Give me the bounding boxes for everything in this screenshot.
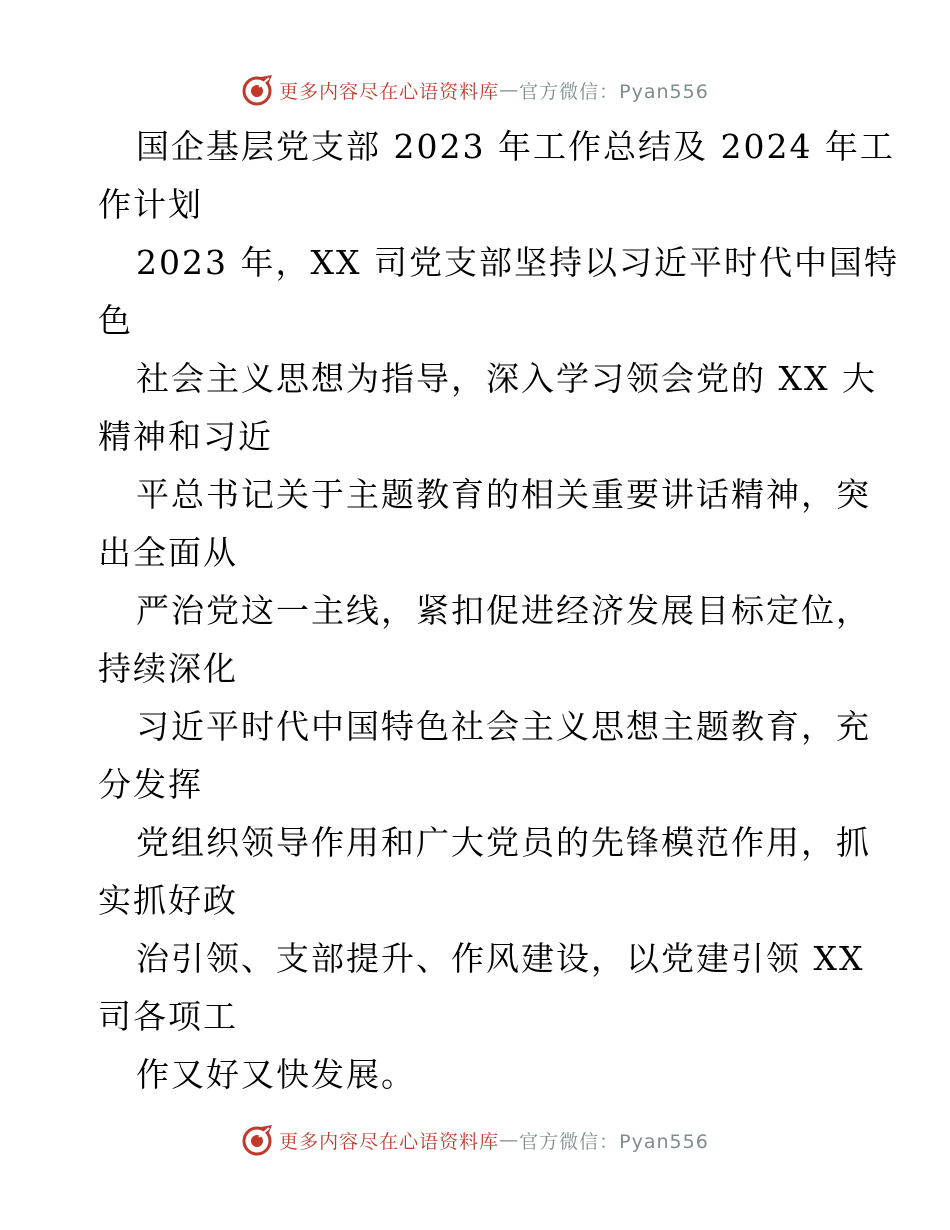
watermark-wechat-text: 官方微信：Pyan556 xyxy=(519,80,709,103)
document-line: 国企基层党支部 2023 年工作总结及 2024 年工 xyxy=(136,127,895,166)
pen-logo-icon xyxy=(241,73,275,107)
watermark-separator: — xyxy=(499,1129,520,1151)
footer-watermark xyxy=(0,1120,950,1160)
document-body xyxy=(98,118,899,1104)
document-line: 司各项工 xyxy=(98,997,238,1036)
document-line: 作又好又快发展。 xyxy=(136,1055,416,1094)
watermark-wechat-text: 官方微信：Pyan556 xyxy=(519,1130,709,1153)
watermark-site-text: 更多内容尽在心语资料库 xyxy=(279,1130,500,1153)
watermark-site-text: 更多内容尽在心语资料库 xyxy=(279,80,500,103)
document-line: 平总书记关于主题教育的相关重要讲话精神，突 xyxy=(136,475,871,514)
document-line: 分发挥 xyxy=(98,765,203,804)
document-line: 2023 年，XX 司党支部坚持以习近平时代中国特 xyxy=(136,243,899,282)
document-line: 党组织领导作用和广大党员的先锋模范作用，抓 xyxy=(136,823,871,862)
document-line: 社会主义思想为指导，深入学习领会党的 XX 大 xyxy=(136,359,877,398)
watermark-separator: — xyxy=(499,79,520,101)
document-line: 作计划 xyxy=(98,185,203,224)
document-line: 实抓好政 xyxy=(98,881,238,920)
header-watermark xyxy=(0,70,950,110)
document-line: 严治党这一主线，紧扣促进经济发展目标定位， xyxy=(136,591,871,630)
pen-logo-icon xyxy=(241,1123,275,1157)
document-line: 持续深化 xyxy=(98,649,238,688)
document-line: 习近平时代中国特色社会主义思想主题教育，充 xyxy=(136,707,871,746)
document-line: 治引领、支部提升、作风建设，以党建引领 XX xyxy=(136,939,865,978)
document-line: 出全面从 xyxy=(98,533,238,572)
document-line: 精神和习近 xyxy=(98,417,273,456)
document-line: 色 xyxy=(98,301,133,340)
